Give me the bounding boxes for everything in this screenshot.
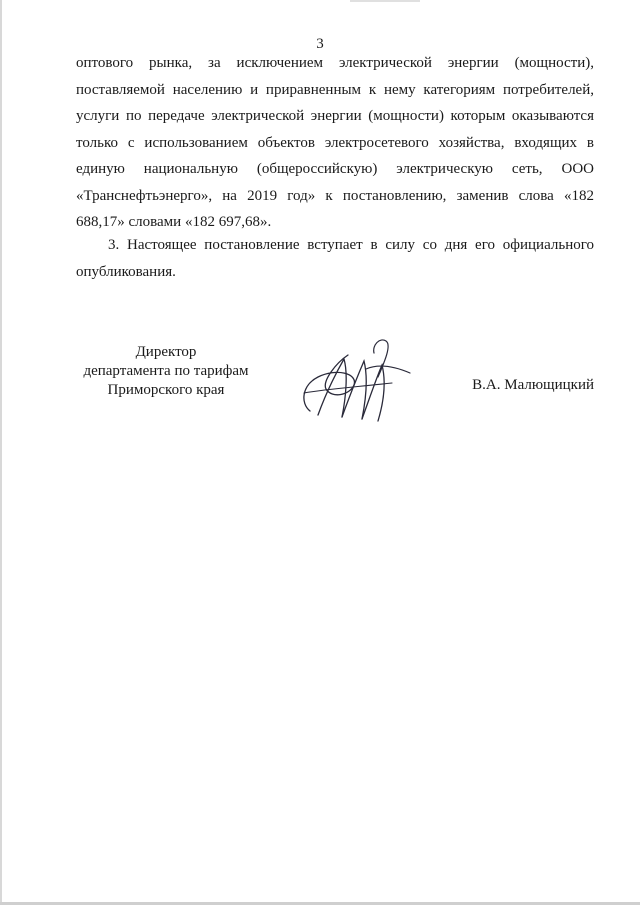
handwritten-signature: [296, 333, 426, 428]
signatory-title-line: Директор: [135, 344, 197, 360]
paragraph-2-line: опубликования.: [76, 263, 176, 280]
scan-mark-top: [350, 0, 420, 2]
paragraph-1-line: «Транснефтьэнерго», на 2019 год» к постановлению, заменив слова «182: [76, 187, 594, 204]
paragraph-1-line: единую национальную (общероссийскую) электрическую сеть, ООО: [76, 161, 594, 177]
paragraph-1-line: 688,17» словами «182 697,68».: [76, 214, 272, 230]
paragraph-1-line: только с использованием объектов электросетевого хозяйства, входящих в: [76, 134, 594, 151]
paragraph-1-line: оптового рынка, за исключением электрической энергии (мощности),: [76, 55, 594, 71]
paragraph-1: [76, 50, 594, 236]
paragraph-1-line: услуги по передаче электрической энергии (мощности) которым оказываются: [76, 108, 594, 124]
signatory-title: [76, 343, 256, 400]
paragraph-1-line: поставляемой населению и приравненным к нему категориям потребителей,: [76, 81, 594, 98]
page-number: 3: [316, 36, 324, 52]
signatory-name: В.А. Малющицкий: [472, 377, 594, 393]
paragraph-2-line: 3. Настоящее постановление вступает в силу со дня его официального: [108, 237, 594, 253]
scan-edge-left: [0, 0, 2, 905]
signatory-title-line: департамента по тарифам: [83, 363, 249, 379]
paragraph-2: [76, 232, 594, 285]
signatory-title-line: Приморского края: [107, 382, 225, 398]
